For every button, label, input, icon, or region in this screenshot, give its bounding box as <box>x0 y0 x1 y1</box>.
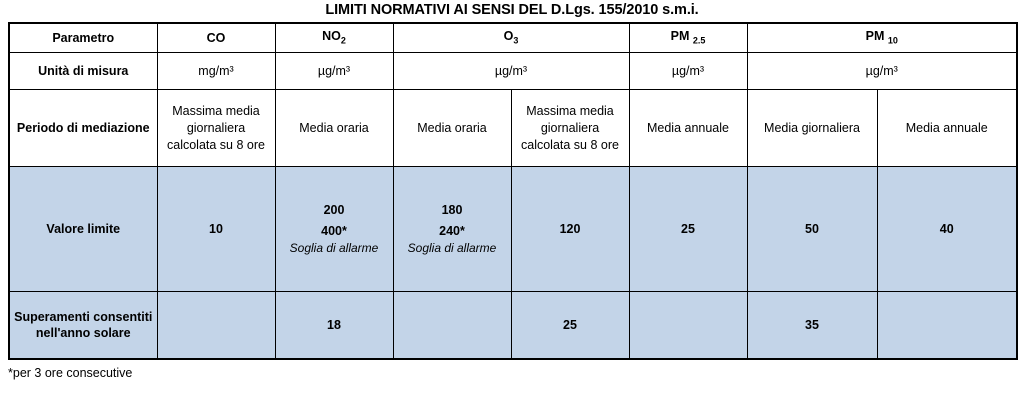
limite-no2-valore: 200 <box>323 202 345 217</box>
unit-co: mg/m³ <box>157 53 275 90</box>
pollutant-pm10-subscript: 10 <box>887 35 898 46</box>
periodo-no2: Media oraria <box>275 90 393 167</box>
table-row-superamenti <box>9 292 1017 360</box>
pollutant-pm10-base: PM <box>865 28 885 43</box>
row-header-periodo-line1: Periodo di mediazione <box>16 121 150 135</box>
superamenti-no2: 18 <box>275 292 393 360</box>
limite-pm25: 25 <box>629 167 747 292</box>
limite-o3-oraria-allarme-label: Soglia di allarme <box>407 240 497 255</box>
unit-o3: µg/m³ <box>393 53 629 90</box>
row-header-periodo <box>9 90 157 167</box>
pollutant-pm25-base: PM <box>670 28 690 43</box>
limite-no2 <box>275 167 393 292</box>
superamenti-co <box>157 292 275 360</box>
periodo-pm10-giornaliera: Media giornaliera <box>747 90 877 167</box>
limite-o3-oraria-allarme: 240* <box>439 223 465 238</box>
pollutant-no2-base: NO <box>322 28 341 43</box>
limits-table <box>8 22 1018 360</box>
pollutant-o3-base: O <box>503 28 514 43</box>
periodo-o3-8ore-line3: calcolata su 8 ore <box>521 137 619 152</box>
periodo-pm10-annuale: Media annuale <box>877 90 1017 167</box>
superamenti-o3-oraria <box>393 292 511 360</box>
periodo-o3-8ore-line2: giornaliera <box>540 120 600 135</box>
periodo-co-line3: calcolata su 8 ore <box>167 137 265 152</box>
table-row-parametro <box>9 23 1017 53</box>
unit-pm25: µg/m³ <box>629 53 747 90</box>
unit-pm10: µg/m³ <box>747 53 1017 90</box>
periodo-o3-8ore <box>511 90 629 167</box>
superamenti-pm25 <box>629 292 747 360</box>
table-row-unita <box>9 53 1017 90</box>
limite-pm10-giornaliera: 50 <box>747 167 877 292</box>
superamenti-o3-8ore: 25 <box>511 292 629 360</box>
row-header-superamenti: Superamenti consentiti nell'anno solare <box>9 292 157 360</box>
limite-o3-8ore: 120 <box>511 167 629 292</box>
periodo-co <box>157 90 275 167</box>
pollutant-co: CO <box>157 23 275 53</box>
periodo-pm25: Media annuale <box>629 90 747 167</box>
footnote: *per 3 ore consecutive <box>8 366 133 380</box>
periodo-o3-oraria: Media oraria <box>393 90 511 167</box>
limite-co: 10 <box>157 167 275 292</box>
superamenti-pm10-giornaliera: 35 <box>747 292 877 360</box>
row-header-valore-limite: Valore limite <box>9 167 157 292</box>
limite-no2-allarme: 400* <box>321 223 347 238</box>
pollutant-no2-subscript: 2 <box>340 35 346 46</box>
row-header-unita: Unità di misura <box>9 53 157 90</box>
limite-o3-oraria <box>393 167 511 292</box>
pollutant-no2 <box>275 23 393 53</box>
periodo-co-line2: giornaliera <box>186 120 246 135</box>
limite-no2-allarme-label: Soglia di allarme <box>289 240 379 255</box>
periodo-co-line1: Massima media <box>172 103 260 118</box>
periodo-o3-8ore-line1: Massima media <box>526 103 614 118</box>
table-row-valore-limite <box>9 167 1017 292</box>
superamenti-pm10-annuale <box>877 292 1017 360</box>
pollutant-pm10 <box>747 23 1017 53</box>
pollutant-pm25-subscript: 2.5 <box>692 35 706 46</box>
unit-no2: µg/m³ <box>275 53 393 90</box>
pollutant-o3-subscript: 3 <box>513 35 519 46</box>
row-header-parametro: Parametro <box>9 23 157 53</box>
pollutant-o3 <box>393 23 629 53</box>
table-row-periodo <box>9 90 1017 167</box>
pollutant-pm25 <box>629 23 747 53</box>
limite-o3-oraria-valore: 180 <box>441 202 463 217</box>
page-title: LIMITI NORMATIVI AI SENSI DEL D.Lgs. 155/2010 s.m.i. <box>325 2 699 18</box>
limite-pm10-annuale: 40 <box>877 167 1017 292</box>
